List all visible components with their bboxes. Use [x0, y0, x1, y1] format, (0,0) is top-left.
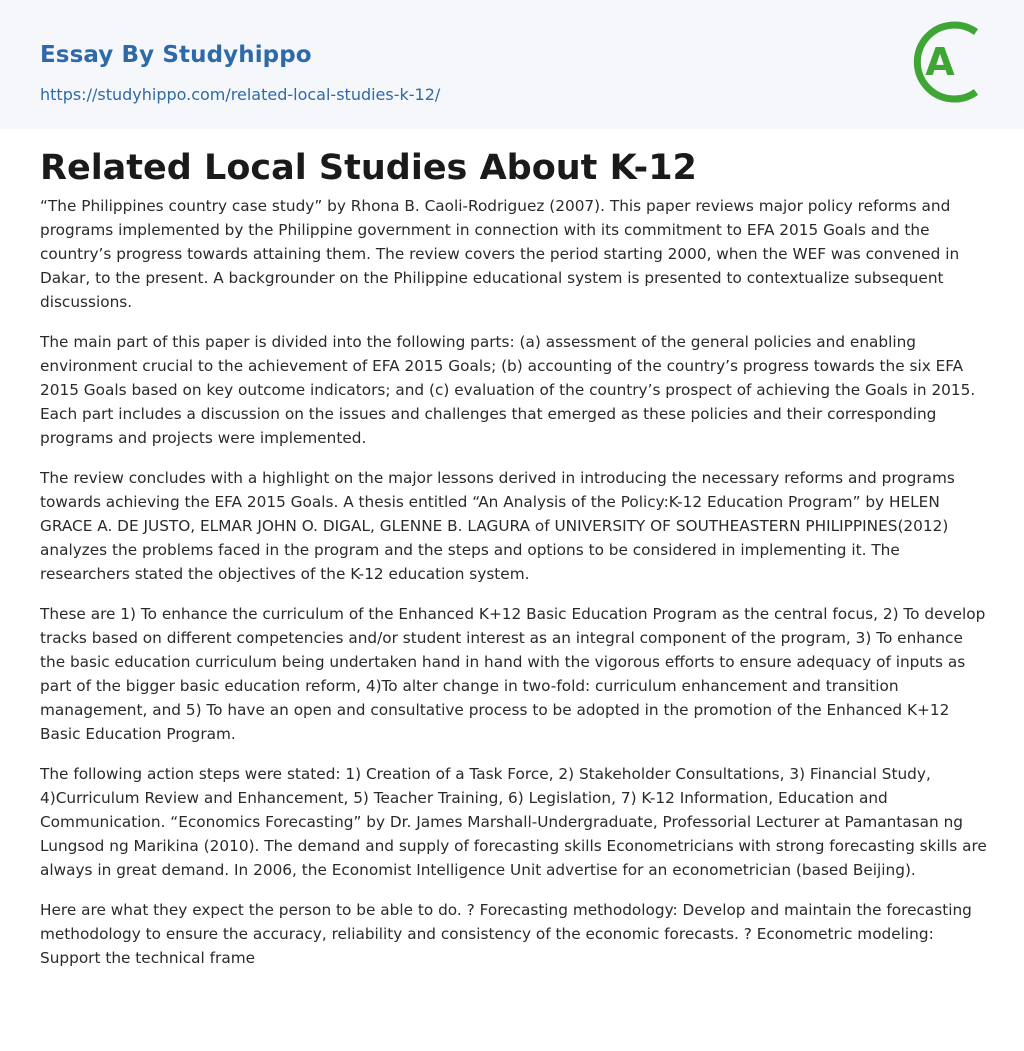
site-brand[interactable]: Essay By Studyhippo	[40, 42, 312, 68]
paragraph: The review concludes with a highlight on the major lessons derived in introducing the necessary reforms and programs towards achieving the EFA 2015 Goals. A thesis entitled “An Analysis of the Policy:K-12 Education Program” by HELEN GRACE A. DE JUSTO, ELMAR JOHN O. DIGAL, GLENNE B. LAGURA of UNIVERSITY OF SOUTHEASTERN PHILIPPINES(2012) analyzes the problems faced in the program and the steps and options to be considered in implementing it. The researchers stated the objectives of the K-12 education system.	[40, 469, 955, 583]
paragraph: The main part of this paper is divided into the following parts: (a) assessment of the general policies and enabling environment crucial to the achievement of EFA 2015 Goals; (b) accounting of the country’s progress towards the six EFA 2015 Goals based on key outcome indicators; and (c) evaluation of the country’s prospect of achieving the Goals in 2015. Each part includes a discussion on the issues and challenges that emerged as these policies and their corresponding programs and projects were implemented.	[40, 333, 976, 447]
article-body	[40, 194, 990, 986]
site-header	[0, 0, 1024, 129]
paragraph: “The Philippines country case study” by Rhona B. Caoli-Rodriguez (2007). This paper reviews major policy reforms and programs implemented by the Philippine government in connection with its commitment to EFA 2015 Goals and the country’s progress towards attaining them. The review covers the period starting 2000, when the WEF was convened in Dakar, to the present. A backgrounder on the Philippine educational system is presented to contextualize subsequent discussions.	[40, 197, 960, 311]
paragraph: These are 1) To enhance the curriculum of the Enhanced K+12 Basic Education Program as the central focus, 2) To develop tracks based on different competencies and/or student interest as an integral component of the program, 3) To enhance the basic education curriculum being undertaken hand in hand with the vigorous efforts to ensure adequacy of inputs as part of the bigger basic education reform, 4)To alter change in two-fold: curriculum enhancement and transition management, and 5) To have an open and consultative process to be adopted in the promotion of the Enhanced K+12 Basic Education Program.	[40, 605, 986, 743]
paragraph: Here are what they expect the person to be able to do. ? Forecasting methodology: Develop and maintain the forecasting methodology to ensure the accuracy, reliability and consistency of the economic forecasts. ? Econometric modeling: Support the technical frame	[40, 901, 972, 967]
page-title: Related Local Studies About K-12	[40, 148, 697, 188]
page-url-link[interactable]: https://studyhippo.com/related-local-studies-k-12/	[40, 85, 441, 104]
studyhippo-logo-icon[interactable]	[910, 16, 990, 108]
paragraph: The following action steps were stated: 1) Creation of a Task Force, 2) Stakeholder Consultations, 3) Financial Study, 4)Curriculum Review and Enhancement, 5) Teacher Training, 6) Legislation, 7) K-12 Information, Education and Communication. “Economics Forecasting” by Dr. James Marshall-Undergraduate, Professorial Lecturer at Pamantasan ng Lungsod ng Marikina (2010). The demand and supply of forecasting skills Econometricians with strong forecasting skills are always in great demand. In 2006, the Economist Intelligence Unit advertise for an econometrician (based Beijing).	[40, 765, 987, 879]
logo-letter: A	[925, 40, 955, 84]
